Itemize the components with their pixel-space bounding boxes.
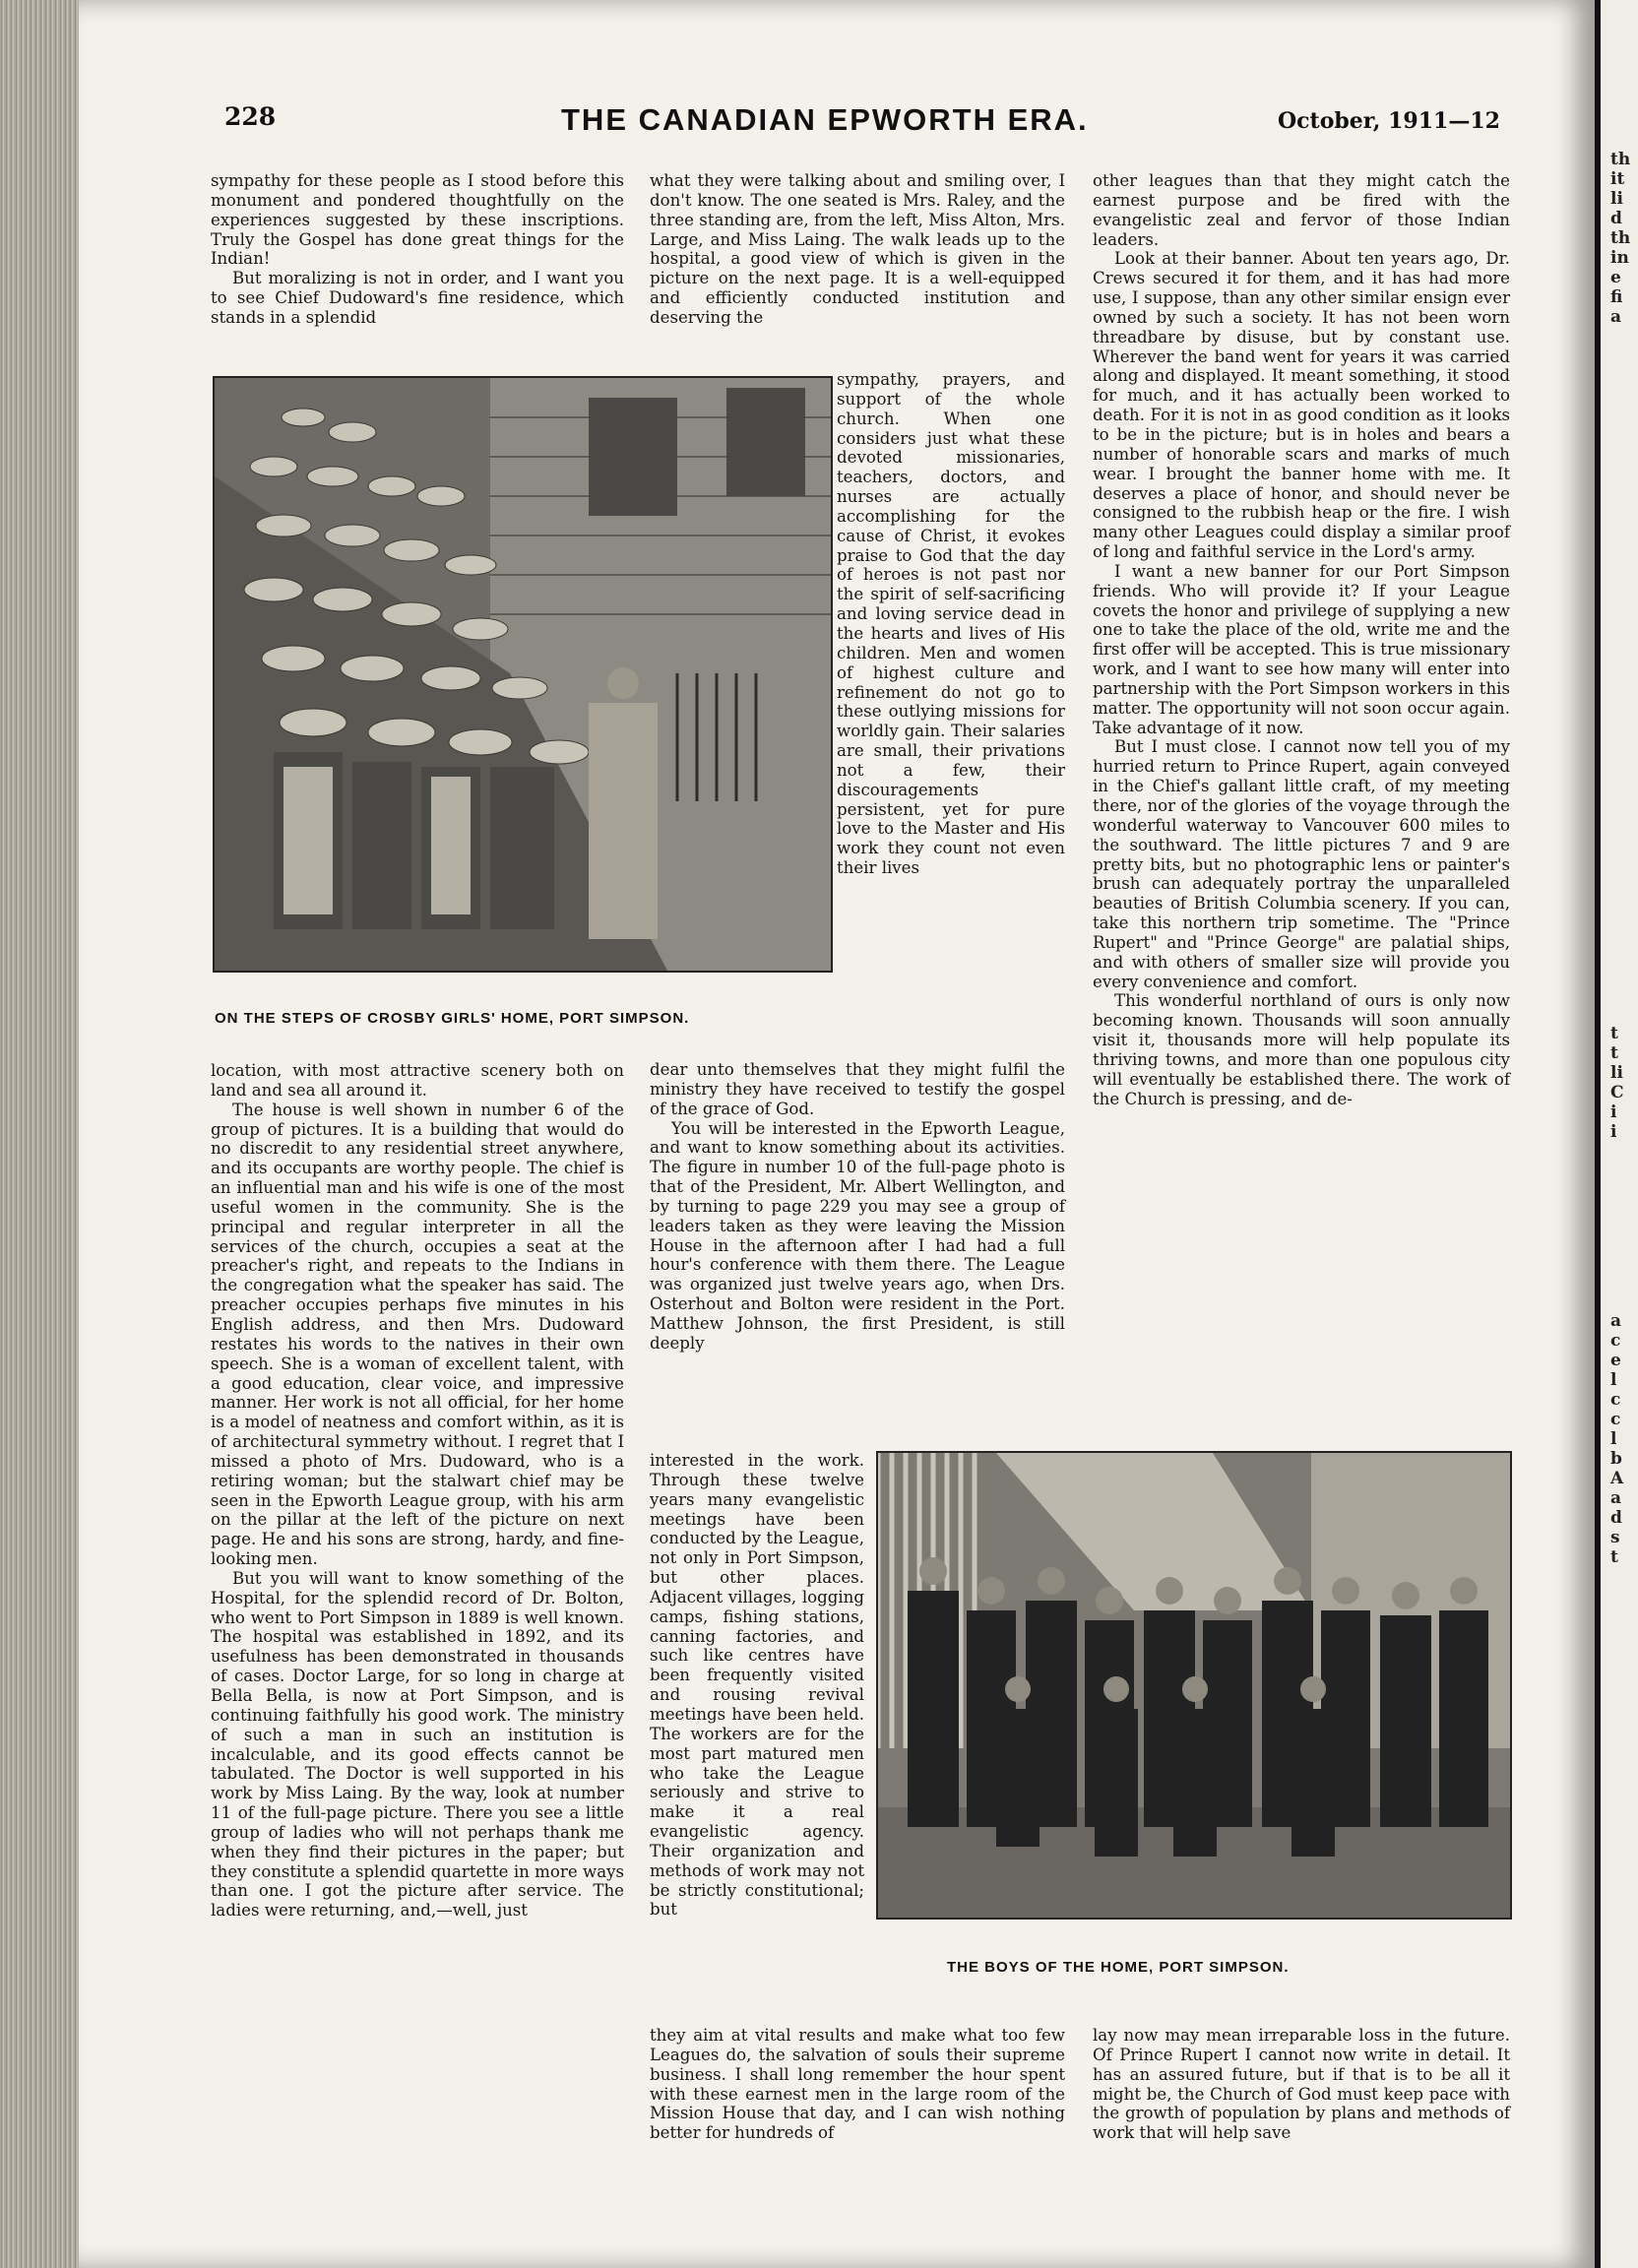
- girls-photo-caption: ON THE STEPS OF CROSBY GIRLS' HOME, PORT SIMPSON.: [215, 1010, 690, 1027]
- column-1-bottom: [211, 1061, 624, 2193]
- facing-page-text-fragment: a: [1610, 1488, 1622, 1508]
- column-1-top: [211, 171, 624, 368]
- facing-page-text-fragment: e: [1610, 268, 1621, 287]
- facing-page-text-fragment: d: [1610, 1508, 1622, 1528]
- column-2-top: [650, 171, 1065, 368]
- paragraph: This wonderful northland of ours is only now becoming known. Thousands will soon annually visit it, thousands more will help populate its thriving towns, and more than one populous city will eventually be established there. The work of the Church is pressing, and de-: [1093, 991, 1510, 1108]
- facing-page-text-fragment: t: [1610, 1547, 1618, 1567]
- facing-page-text-fragment: c: [1610, 1331, 1621, 1351]
- facing-page-text-fragment: A: [1610, 1469, 1624, 1488]
- paragraph: Look at their banner. About ten years ago, Dr. Crews secured it for them, and it has had more use, I suppose, than any other similar ensign ever owned by such a society. It has not been worn threadbare by disuse, but by constant use. Wherever the band went for years it was carried along and displayed. It meant something, it stood for much, and it has actually been worked to death. For it is not in as good condition as it looks to be in the picture; but is in holes and bears a number of honorable scars and marks of much wear. I brought the banner home with me. It deserves a place of honor, and should never be consigned to the rubbish heap or the fire. I wish many other Leagues could display a similar proof of long and faithful service in the Lord's army.: [1093, 249, 1510, 562]
- facing-page-text-fragment: t: [1610, 1043, 1618, 1063]
- paragraph: dear unto themselves that they might fulfil the ministry they have received to testify the gospel of the grace of God.: [650, 1060, 1065, 1118]
- book-page-edges: [0, 0, 79, 2268]
- paragraph: lay now may mean irreparable loss in the future. Of Prince Rupert I cannot now write in detail. It has an assured future, but if that is to be all it might be, the Church of God must keep pace with the growth of population by plans and methods of work that will help save: [1093, 2026, 1510, 2143]
- issue-date: October, 1911—12: [1278, 108, 1500, 134]
- boys-home-photo: [876, 1451, 1512, 1920]
- facing-page-text-fragment: it: [1610, 169, 1625, 189]
- paragraph: what they were talking about and smiling over, I don't know. The one seated is Mrs. Raley, and the three standing are, from the left, Miss Alton, Mrs. Large, and Miss Laing. The walk leads up to the hospital, a good view of which is given in the picture on the next page. It is a well-equipped and efficiently conducted institution and deserving the: [650, 171, 1065, 327]
- facing-page-text-fragment: C: [1610, 1083, 1624, 1102]
- facing-page-text-fragment: l: [1610, 1370, 1617, 1390]
- paragraph: But I must close. I cannot now tell you of my hurried return to Prince Rupert, again conveyed in the Chief's gallant little craft, of my meeting there, nor of the glories of the voyage through the wonderful waterway to Vancouver 600 miles to the southward. The little pictures 7 and 9 are pretty bits, but no photographic lens or painter's brush can adequately portray the unparalleled beauties of British Columbia scenery. If you can, take this northern trip sometime. The "Prince Rupert" and "Prince George" are palatial ships, and with others of smaller size will provide you every convenience and comfort.: [1093, 737, 1510, 991]
- paragraph: location, with most attractive scenery both on land and sea all around it.: [211, 1061, 624, 1100]
- facing-page-text-fragment: d: [1610, 209, 1622, 228]
- facing-page-text-fragment: c: [1610, 1410, 1621, 1429]
- facing-page-text-fragment: e: [1610, 1351, 1621, 1370]
- facing-page-edge: [1595, 0, 1638, 2268]
- facing-page-text-fragment: li: [1610, 1063, 1623, 1083]
- paragraph: I want a new banner for our Port Simpson friends. Who will provide it? If your League covets the honor and privilege of supplying a new one to take the place of the old, write me and the first offer will be accepted. This is true missionary work, and I want to see how many will enter into partnership with the Port Simpson workers in this matter. The opportunity will not soon occur again. Take advantage of it now.: [1093, 561, 1510, 737]
- paragraph: other leagues than that they might catch the earnest purpose and be fired with the evangelistic zeal and fervor of those Indian leaders.: [1093, 171, 1510, 249]
- facing-page-text-fragment: s: [1610, 1528, 1620, 1547]
- facing-page-text-fragment: i: [1610, 1122, 1617, 1142]
- page-number: 228: [224, 102, 277, 131]
- facing-page-text-fragment: i: [1610, 1102, 1617, 1122]
- paragraph: sympathy, prayers, and support of the whole church. When one considers just what these devoted missionaries, teachers, doctors, and nurses are actually accomplishing for the cause of Christ, it evokes praise to God that the day of heroes is not past nor the spirit of self-sacrificing and loving service dead in the hearts and lives of His children. Men and women of highest culture and refinement do not go to these outlying missions for worldly gain. Their salaries are small, their privations not a few, their discouragements persistent, yet for pure love to the Master and His work they count not even their lives: [837, 370, 1065, 878]
- girls-home-photo: [213, 376, 833, 973]
- column-2-bottom: [650, 2026, 1065, 2203]
- paragraph: they aim at vital results and make what too few Leagues do, the salvation of souls their supreme business. I shall long remember the hour spent with these earnest men in the large room of the Mission House that day, and I can wish nothing better for hundreds of: [650, 2026, 1065, 2143]
- column-3-top: [1093, 171, 1510, 1451]
- facing-page-text-fragment: t: [1610, 1024, 1618, 1043]
- column-2-narrow-beside-photo: [837, 370, 1065, 1059]
- facing-page-text-fragment: b: [1610, 1449, 1622, 1469]
- boys-photo-caption: THE BOYS OF THE HOME, PORT SIMPSON.: [947, 1959, 1290, 1976]
- column-2-narrow-beside-boys-photo: [650, 1451, 864, 2024]
- facing-page-text-fragment: l: [1610, 1429, 1617, 1449]
- column-2-middle: [650, 1060, 1065, 1449]
- facing-page-text-fragment: th: [1610, 150, 1631, 169]
- girls-photo-illustration: [215, 378, 831, 971]
- boys-photo-illustration: [878, 1453, 1510, 1918]
- paragraph: You will be interested in the Epworth League, and want to know something about its activities. The figure in number 10 of the full-page photo is that of the President, Mr. Albert Wellington, and by turning to page 229 you may see a group of leaders taken as they were leaving the Mission House in the afternoon after I had had a full hour's conference with them there. The League was organized just twelve years ago, when Drs. Osterhout and Bolton were resident in the Port. Matthew Johnson, the first President, is still deeply: [650, 1118, 1065, 1353]
- paragraph: sympathy for these people as I stood before this monument and pondered thoughtfully on the experiences suggested by these inscriptions. Truly the Gospel has done great things for the Indian!: [211, 171, 624, 269]
- facing-page-text-fragment: a: [1610, 1311, 1622, 1331]
- facing-page-text-fragment: in: [1610, 248, 1629, 268]
- facing-page-text-fragment: a: [1610, 307, 1622, 327]
- paragraph: But moralizing is not in order, and I want you to see Chief Dudoward's fine residence, which stands in a splendid: [211, 269, 624, 327]
- facing-page-text-fragment: th: [1610, 228, 1631, 248]
- journal-title: THE CANADIAN EPWORTH ERA.: [561, 102, 1089, 137]
- paragraph: But you will want to know something of the Hospital, for the splendid record of Dr. Bolton, who went to Port Simpson in 1889 is well known. The hospital was established in 1892, and its usefulness has been demonstrated in thousands of cases. Doctor Large, for so long in charge at Bella Bella, is now at Port Simpson, and is continuing faithfully his good work. The ministry of such a man in such an institution is incalculable, and its good effects cannot be tabulated. The Doctor is well supported in his work by Miss Laing. By the way, look at number 11 of the full-page picture. There you see a little group of ladies who will not perhaps thank me when they find their pictures in the paper; but they constitute a splendid quartette in more ways than one. I got the picture after service. The ladies were returning, and,—well, just: [211, 1568, 624, 1921]
- paragraph: interested in the work. Through these twelve years many evangelistic meetings have been conducted by the League, not only in Port Simpson, but other places. Adjacent villages, logging camps, fishing stations, canning factories, and such like centres have been frequently visited and rousing revival meetings have been held. The workers are for the most part matured men who take the League seriously and strive to make it a real evangelistic agency. Their organization and methods of work may not be strictly constitutional; but: [650, 1451, 864, 1920]
- column-3-bottom: [1093, 2026, 1510, 2203]
- facing-page-text-fragment: fi: [1610, 287, 1623, 307]
- paragraph: The house is well shown in number 6 of the group of pictures. It is a building that would do no discredit to any residential street anywhere, and its occupants are worthy people. The chief is an influential man and his wife is one of the most useful women in the community. She is the principal and regular interpreter in all the services of the church, occupies a seat at the preacher's right, and repeats to the Indians in the congregation what the speaker has said. The preacher occupies perhaps five minutes in his English address, and then Mrs. Dudoward restates his words to the natives in their own speech. She is a woman of excellent talent, with a good education, clear voice, and impressive manner. Her work is not all official, for her home is a model of neatness and comfort within, as it is of architectural symmetry without. I regret that I missed a photo of Mrs. Dudoward, who is a retiring woman; but the stalwart chief may be seen in the Epworth League group, with his arm on the pillar at the left of the picture on next page. He and his sons are strong, hardy, and fine-looking men.: [211, 1100, 624, 1569]
- facing-page-text-fragment: c: [1610, 1390, 1621, 1410]
- facing-page-text-fragment: li: [1610, 189, 1623, 209]
